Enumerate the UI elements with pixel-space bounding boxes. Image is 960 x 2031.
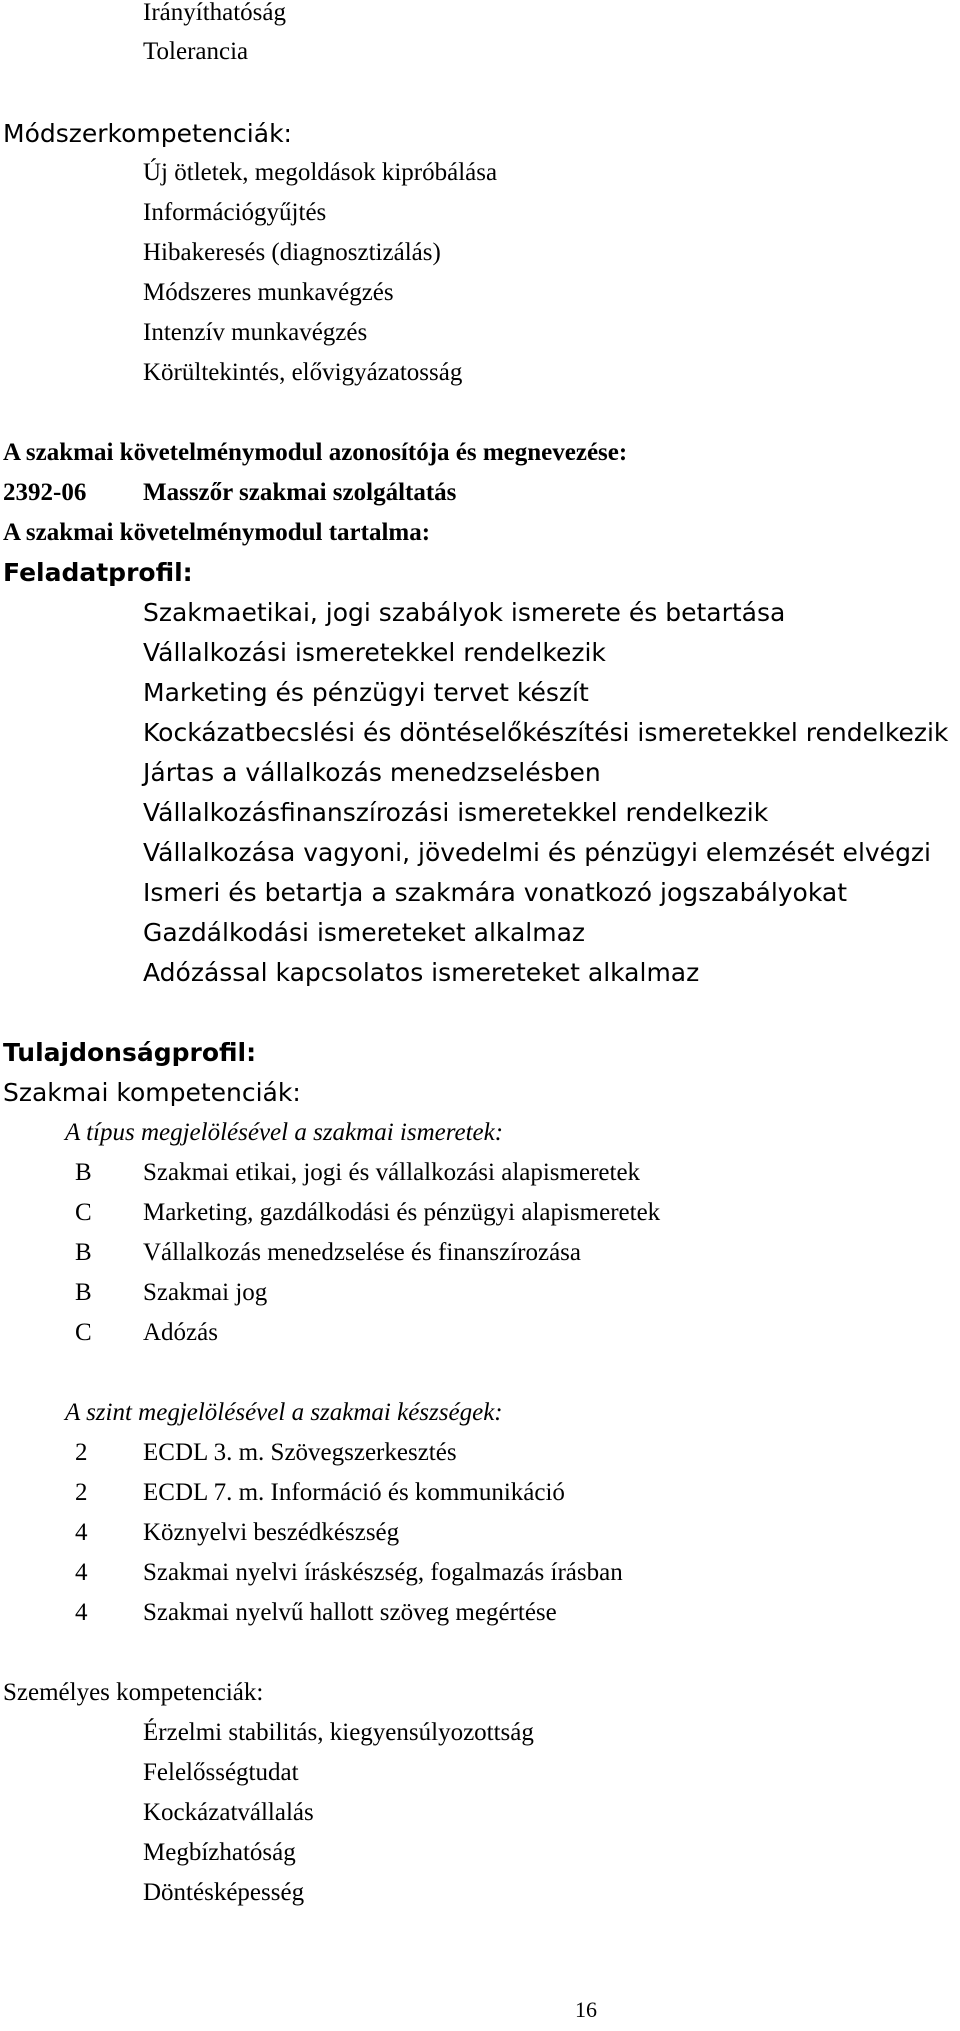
module-name: Masszőr szakmai szolgáltatás: [143, 479, 457, 506]
skill-level-code: 4: [75, 1599, 88, 1626]
list-item: Ismeri és betartja a szakmára vonatkozó jogszabályokat: [143, 878, 848, 907]
skills-heading: A szint megjelölésével a szakmai készségek:: [65, 1399, 503, 1426]
list-item: Megbízhatóság: [143, 1839, 296, 1866]
list-item: Kockázatvállalás: [143, 1799, 314, 1826]
skill-item: ECDL 7. m. Információ és kommunikáció: [143, 1479, 565, 1506]
knowledge-item: Szakmai jog: [143, 1279, 268, 1306]
list-item: Kockázatbecslési és döntéselőkészítési ismeretekkel rendelkezik: [143, 718, 949, 747]
skill-item: Szakmai nyelvi íráskészség, fogalmazás írásban: [143, 1559, 623, 1586]
skill-item: Köznyelvi beszédkészség: [143, 1519, 400, 1546]
professional-competencies-heading: Szakmai kompetenciák:: [3, 1078, 301, 1107]
list-item: Vállalkozása vagyoni, jövedelmi és pénzügyi elemzését elvégzi: [143, 838, 932, 867]
knowledge-item: Adózás: [143, 1319, 218, 1346]
skill-item: Szakmai nyelvű hallott szöveg megértése: [143, 1599, 557, 1626]
list-item: Módszeres munkavégzés: [143, 279, 394, 306]
knowledge-type-code: C: [75, 1319, 92, 1346]
list-item: Új ötletek, megoldások kipróbálása: [143, 159, 498, 186]
knowledge-heading: A típus megjelölésével a szakmai ismeretek:: [65, 1119, 504, 1146]
knowledge-item: Szakmai etikai, jogi és vállalkozási alapismeretek: [143, 1159, 641, 1186]
list-item: Vállalkozásfinanszírozási ismeretekkel rendelkezik: [143, 798, 769, 827]
list-item: Vállalkozási ismeretekkel rendelkezik: [143, 638, 606, 667]
list-item: Szakmaetikai, jogi szabályok ismerete és betartása: [143, 598, 786, 627]
knowledge-type-code: C: [75, 1199, 92, 1226]
list-item: Körültekintés, elővigyázatosság: [143, 359, 463, 386]
list-item: Intenzív munkavégzés: [143, 319, 368, 346]
knowledge-type-code: B: [75, 1239, 92, 1266]
list-item: Felelősségtudat: [143, 1759, 299, 1786]
skill-level-code: 2: [75, 1479, 88, 1506]
module-id-heading: A szakmai követelménymodul azonosítója és megnevezése:: [3, 439, 628, 466]
knowledge-type-code: B: [75, 1159, 92, 1186]
list-item: Érzelmi stabilitás, kiegyensúlyozottság: [143, 1719, 534, 1746]
skill-level-code: 2: [75, 1439, 88, 1466]
property-profile-heading: Tulajdonságprofil:: [3, 1038, 257, 1067]
skill-level-code: 4: [75, 1519, 88, 1546]
list-item: Irányíthatóság: [143, 0, 287, 26]
list-item: Tolerancia: [143, 38, 249, 65]
knowledge-type-code: B: [75, 1279, 92, 1306]
list-item: Információgyűjtés: [143, 199, 327, 226]
method-competencies-heading: Módszerkompetenciák:: [3, 119, 292, 148]
list-item: Hibakeresés (diagnosztizálás): [143, 239, 441, 266]
list-item: Jártas a vállalkozás menedzselésben: [143, 758, 601, 787]
task-profile-heading: Feladatprofil:: [3, 558, 193, 587]
module-code: 2392-06: [3, 479, 87, 506]
page-number: 16: [575, 1997, 597, 2022]
list-item: Gazdálkodási ismereteket alkalmaz: [143, 918, 586, 947]
list-item: Döntésképesség: [143, 1879, 305, 1906]
personal-competencies-heading: Személyes kompetenciák:: [3, 1679, 264, 1706]
list-item: Adózással kapcsolatos ismereteket alkalmaz: [143, 958, 700, 987]
knowledge-item: Vállalkozás menedzselése és finanszírozása: [143, 1239, 581, 1266]
list-item: Marketing és pénzügyi tervet készít: [143, 678, 589, 707]
skill-item: ECDL 3. m. Szövegszerkesztés: [143, 1439, 457, 1466]
skill-level-code: 4: [75, 1559, 88, 1586]
module-content-heading: A szakmai követelménymodul tartalma:: [3, 519, 431, 546]
knowledge-item: Marketing, gazdálkodási és pénzügyi alapismeretek: [143, 1199, 661, 1226]
